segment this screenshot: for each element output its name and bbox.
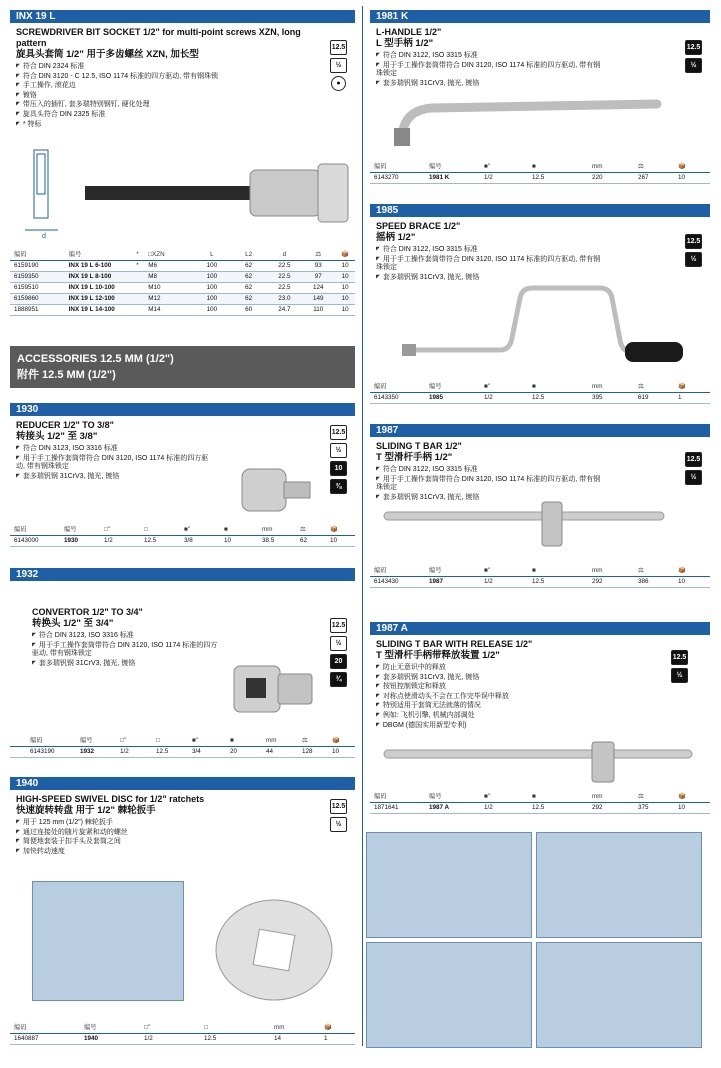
l-handle-image (392, 90, 672, 150)
feature-list (32, 631, 222, 668)
product-title: REDUCER 1/2" TO 3/8" (16, 420, 114, 430)
usage-photo-3 (366, 942, 532, 1048)
table-header: 编码 编号 ■" ■ mm ⚖ 📦 (370, 382, 710, 393)
product-title-zh: L 型手柄 1/2" (376, 38, 434, 49)
spec-badges (685, 234, 702, 267)
feature-item: ◤ 用于手工操作套筒带符合 DIN 3120, ISO 1174 标准的四方驱动, 带有钢珠锁定 (376, 475, 606, 493)
feature-item: ◤ 套多瑞钒钢 31CrV3, 抛光, 镀铬 (376, 673, 636, 683)
spec-badges (685, 40, 702, 73)
product-code: 1985 (370, 204, 710, 217)
panel-1940 (10, 777, 355, 1047)
socket-bit-image (80, 150, 355, 230)
feature-item: ◤ 套多瑞钒钢 31CrV3, 抛光, 镀铬 (32, 659, 222, 669)
spec-table (370, 382, 710, 404)
spec-badges (330, 799, 347, 832)
product-title: SCREWDRIVER BIT SOCKET 1/2" for multi-point screws XZN, long pattern (16, 27, 301, 48)
feature-item: ◤ 符合 DIN 3123, ISO 3316 标准 (32, 631, 222, 641)
table-row: 1888951 INX 19 L 14-100 M14 100 60 24.7 110 10 (10, 305, 355, 316)
product-title-zh: T 型滑杆手柄带释放装置 1/2" (376, 650, 500, 661)
feature-item: ◤ 旋具头符合 DIN 2325 标准 (16, 110, 355, 120)
product-code: 1987 A (370, 622, 710, 635)
drive-inch-badge: ½ (685, 58, 702, 73)
drive-inch-badge: ½ (330, 636, 347, 651)
table-row: 6143350 1985 1/2 12.5 395 619 1 (370, 393, 710, 404)
table-row: 6159860 INX 19 L 12-100 M12 100 62 23.0 149 10 (10, 294, 355, 305)
panel-1932 (10, 568, 355, 763)
spec-table (370, 162, 710, 184)
feature-item: ◤ 用于手工操作套筒带符合 DIN 3120, ISO 1174 标准的四方驱动, 带有钢珠锁定 (376, 255, 606, 273)
table-row: 6143190 1932 1/2 12.5 3/4 20 44 128 10 (10, 747, 355, 758)
feature-item: ◤ 简便地套装于扣手头及套筒之间 (16, 837, 355, 847)
feature-item: ◤ 套多瑞钒钢 31CrV3, 抛光, 镀铬 (376, 79, 606, 89)
spec-badges (671, 650, 688, 683)
spec-table (10, 1023, 355, 1045)
table-header: 编码 编号 □" □ ■" ■ mm ⚖ 📦 (10, 736, 355, 747)
feature-item: ◤ 符合 DIN 3123, ISO 3316 标准 (16, 444, 216, 454)
feature-list (16, 444, 216, 481)
feature-item: ◤ 用于手工操作套筒带符合 DIN 3120, ISO 1174 标准的四方驱动, 带有钢珠锁定 (16, 454, 216, 472)
product-title-zh: 转接头 1/2" 至 3/8" (16, 431, 98, 442)
panel-inx19l (10, 10, 355, 330)
product-title: HIGH-SPEED SWIVEL DISC for 1/2" ratchets (16, 794, 205, 804)
product-title: SLIDING T BAR WITH RELEASE 1/2" (376, 639, 533, 649)
drive-size-badge: 12.5 (685, 452, 702, 467)
spec-table (370, 566, 710, 588)
spec-table (10, 525, 355, 547)
table-row: 6143000 1930 1/2 12.5 3/8 10 38.5 62 10 (10, 536, 355, 547)
drive-inch-badge: ½ (671, 668, 688, 683)
drive-inch-badge: ½ (330, 817, 347, 832)
feature-item: ◤ 用于手工操作套筒带符合 DIN 3120, ISO 1174 标准的四方驱动, 带有钢珠锁定 (376, 61, 606, 79)
swivel-disc-image (212, 895, 337, 1005)
ball-lock-icon: ● (331, 76, 346, 91)
feature-item: ◤ 符合 DIN 3122, ISO 3315 标准 (376, 465, 606, 475)
section-banner (10, 346, 355, 388)
table-row: 6143430 1987 1/2 12.5 292 386 10 (370, 577, 710, 588)
table-header: 编码 编号 ■" ■ mm ⚖ 📦 (370, 162, 710, 173)
drive-size-badge: 12.5 (685, 40, 702, 55)
usage-photo-2 (536, 832, 702, 938)
drive-inch-badge: ½ (330, 443, 347, 458)
usage-photo-4 (536, 942, 702, 1048)
feature-item: ◤ 防止无意识中的释放 (376, 663, 636, 673)
spec-badges (685, 452, 702, 485)
output-size-badge: 20 (330, 654, 347, 669)
table-header: 编码 编号 * □XZN L L2 d ⚖ 📦 (10, 250, 355, 261)
table-row: 6159510 INX 19 L 10-100 M10 100 62 22.5 124 10 (10, 283, 355, 294)
feature-item: ◤ 符合 DIN 3122, ISO 3315 标准 (376, 245, 606, 255)
socket-diagram (20, 148, 70, 240)
feature-list (376, 245, 606, 282)
feature-item: ◤ 带压入的插钉, 套多瑞特别钢钉, 硬化处理 (16, 100, 355, 110)
feature-item: ◤ * 特标 (16, 120, 355, 130)
convertor-image (228, 658, 318, 718)
product-code: 1981 K (370, 10, 710, 23)
panel-1987 (370, 424, 710, 585)
drive-size-badge: 12.5 (330, 618, 347, 633)
drive-size-badge: 12.5 (685, 234, 702, 249)
product-code: 1987 (370, 424, 710, 437)
feature-list (376, 465, 606, 502)
output-inch-badge: ⅜ (330, 479, 347, 494)
ratchet-in-hand-photo (32, 881, 184, 1001)
drive-inch-badge: ½ (330, 58, 347, 73)
product-code: INX 19 L (10, 10, 355, 23)
spec-badges (330, 425, 347, 494)
panel-1985 (370, 204, 710, 408)
table-header: 编码 编号 □" □ mm 📦 (10, 1023, 355, 1034)
drive-inch-badge: ½ (685, 252, 702, 267)
feature-item: ◤ 手工操作, 滚花边 (16, 81, 355, 91)
product-title-zh: 摇柄 1/2" (376, 232, 416, 243)
feature-item: ◤ 用于手工操作套筒带符合 DIN 3120, ISO 1174 标准的四方驱动, 带有钢珠锁定 (32, 641, 222, 659)
feature-list (376, 51, 606, 88)
spec-badges (330, 618, 347, 687)
feature-item: ◤ 套多瑞钒钢 31CrV3, 抛光, 镀铬 (376, 493, 606, 503)
output-size-badge: 10 (330, 461, 347, 476)
output-inch-badge: ¾ (330, 672, 347, 687)
feature-item: ◤ 特别适用于套筒无法就落的情况 (376, 701, 636, 711)
product-title-zh: T 型滑杆手柄 1/2" (376, 452, 453, 463)
panel-1930 (10, 403, 355, 551)
product-code: 1940 (10, 777, 355, 790)
feature-item: ◤ 套多瑞钒钢 31CrV3, 抛光, 镀铬 (16, 472, 216, 482)
product-title: L-HANDLE 1/2" (376, 27, 442, 37)
table-header: 编码 编号 □" □ ■" ■ mm ⚖ 📦 (10, 525, 355, 536)
feature-item: ◤ 对称点使滑动头不会在工作完毕误中释放 (376, 692, 636, 702)
feature-list (16, 62, 355, 129)
drive-inch-badge: ½ (685, 470, 702, 485)
column-divider (362, 6, 363, 1046)
spec-table (10, 250, 355, 316)
feature-item: ◤ 通过连接处的随片旋紧和动的螺丝 (16, 828, 355, 838)
product-title-zh: 转换头 1/2" 至 3/4" (32, 618, 114, 629)
spec-table (370, 792, 710, 814)
drive-size-badge: 12.5 (330, 40, 347, 55)
table-row: 6159350 INX 19 L 8-100 M8 100 62 22.5 97 10 (10, 272, 355, 283)
panel-1981k (370, 10, 710, 188)
table-header: 编码 编号 ■" ■ mm ⚖ 📦 (370, 566, 710, 577)
drive-size-badge: 12.5 (671, 650, 688, 665)
product-title-zh: 快速旋转转盘 用于 1/2" 棘轮扳手 (16, 805, 156, 816)
feature-item: ◤ 例如: 飞机引擎, 机械内部调处 (376, 711, 636, 721)
feature-item: ◤ 镀铬 (16, 91, 355, 101)
feature-list (376, 663, 636, 730)
table-row: 6143270 1981 K 1/2 12.5 220 267 10 (370, 173, 710, 184)
product-title-zh: 旋具头套筒 1/2" 用于多齿螺丝 XZN, 加长型 (16, 49, 199, 60)
spec-badges (330, 40, 347, 91)
sliding-t-bar-image (382, 498, 672, 548)
drive-size-badge: 12.5 (330, 425, 347, 440)
product-code: 1932 (10, 568, 355, 581)
table-header: 编码 编号 ■" ■ mm ⚖ 📦 (370, 792, 710, 803)
feature-item: ◤ 套多瑞钒钢 31CrV3, 抛光, 镀铬 (376, 273, 606, 283)
spec-table (10, 736, 355, 758)
feature-list (16, 818, 355, 856)
product-title: SLIDING T BAR 1/2" (376, 441, 462, 451)
banner-title-zh: 附件 12.5 MM (1/2") (17, 369, 116, 381)
feature-item: ◤ 符合 DIN 2324 标准 (16, 62, 355, 72)
banner-title-en: ACCESSORIES 12.5 MM (1/2") (17, 353, 174, 365)
speed-brace-image (400, 280, 690, 370)
product-code: 1930 (10, 403, 355, 416)
feature-item: ◤ 按钮控制锁定和释放 (376, 682, 636, 692)
feature-item: ◤ 符合 DIN 3120 - C 12.5, ISO 1174 标准的四方驱动, 带有钢珠锁 (16, 72, 355, 82)
feature-item: ◤ 用于 125 mm (1/2") 棘轮扳手 (16, 818, 355, 828)
reducer-image (238, 465, 318, 515)
panel-1987a (370, 622, 710, 817)
table-row: 1871641 1987 A 1/2 12.5 292 375 10 (370, 803, 710, 814)
sliding-t-bar-release-image (382, 740, 702, 785)
feature-item: ◤ 符合 DIN 3122, ISO 3315 标准 (376, 51, 606, 61)
drive-size-badge: 12.5 (330, 799, 347, 814)
svg-text:d: d (42, 233, 46, 240)
product-title: SPEED BRACE 1/2" (376, 221, 461, 231)
table-row: 1640887 1940 1/2 12.5 14 1 (10, 1034, 355, 1045)
table-row: 6159190 INX 19 L 6-100 * M6 100 62 22.5 93 10 (10, 261, 355, 272)
feature-item: ◤ 加快转动速度 (16, 847, 355, 857)
feature-item: ◤ DBGM (德国实用新型专利) (376, 721, 636, 731)
product-title: CONVERTOR 1/2" TO 3/4" (32, 607, 143, 617)
usage-photo-1 (366, 832, 532, 938)
